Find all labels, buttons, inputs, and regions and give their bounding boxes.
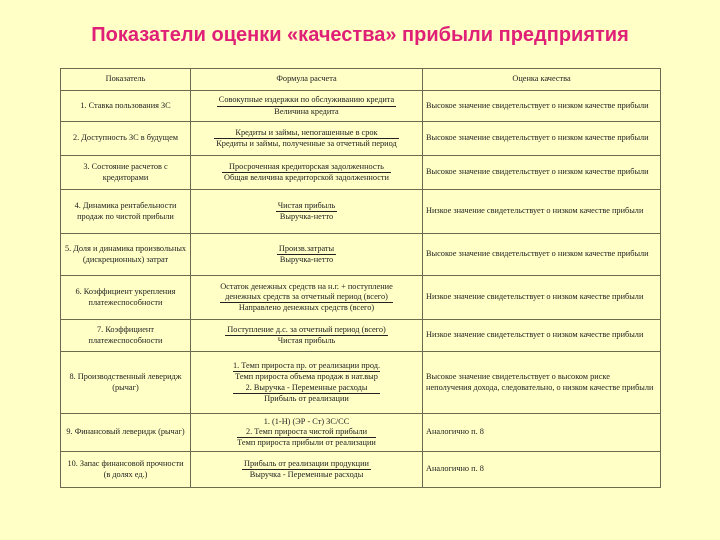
formula-line: Темп прироста объема продаж в нат.выр bbox=[235, 372, 378, 382]
table-row bbox=[61, 414, 661, 452]
formula-cell bbox=[191, 414, 423, 452]
indicator-cell: 1. Ставка пользования ЗС bbox=[61, 91, 191, 122]
formula-numerator: Просроченная кредиторская задолженность bbox=[222, 162, 391, 173]
formula-cell bbox=[191, 234, 423, 276]
formula-fraction bbox=[277, 244, 336, 265]
assessment-cell: Высокое значение свидетельствует о низком качестве прибыли bbox=[423, 91, 661, 122]
assessment-cell: Аналогично п. 8 bbox=[423, 414, 661, 452]
formula-cell bbox=[191, 320, 423, 352]
table-row bbox=[61, 156, 661, 190]
table-row bbox=[61, 452, 661, 488]
indicator-cell: 3. Состояние расчетов с кредиторами bbox=[61, 156, 191, 190]
formula-line: Прибыль от реализации bbox=[264, 393, 349, 403]
formula-fraction bbox=[214, 128, 398, 149]
formula-denominator: Выручка-нетто bbox=[279, 212, 334, 221]
formula-numerator: Поступление д.с. за отчетный период (всего) bbox=[225, 325, 388, 336]
formula-numerator: Кредиты и займы, непогашенные в срок bbox=[214, 128, 398, 139]
formula-cell bbox=[191, 190, 423, 234]
table-body bbox=[61, 91, 661, 488]
formula-denominator: Кредиты и займы, полученные за отчетный период bbox=[216, 139, 397, 148]
formula-fraction bbox=[225, 325, 388, 346]
slide-title: Показатели оценки «качества» прибыли предприятия bbox=[91, 24, 629, 46]
table-row bbox=[61, 320, 661, 352]
formula-numerator: Чистая прибыль bbox=[276, 201, 338, 212]
formula-numerator: Совокупные издержки по обслуживанию кредита bbox=[217, 95, 396, 106]
formula-line: 2. Темп прироста чистой прибыли bbox=[237, 427, 376, 438]
formula-line: 2. Выручка - Переменные расходы bbox=[233, 383, 380, 394]
table-row bbox=[61, 122, 661, 156]
indicator-cell: 8. Производственный леверидж (рычаг) bbox=[61, 352, 191, 414]
formula-cell bbox=[191, 276, 423, 320]
formula-numerator: Прибыль от реализации продукции bbox=[242, 459, 371, 470]
header-indicator: Показатель bbox=[61, 69, 191, 91]
formula-fraction bbox=[242, 459, 371, 480]
indicator-cell: 10. Запас финансовой прочности (в долях ед.) bbox=[61, 452, 191, 488]
formula-denominator: Выручка - Переменные расходы bbox=[249, 470, 364, 479]
formula-numerator: Произв.затраты bbox=[277, 244, 336, 255]
formula-line: денежных средств за отчетный период (всего) bbox=[220, 292, 393, 303]
formula-fraction bbox=[276, 201, 338, 222]
assessment-cell: Аналогично п. 8 bbox=[423, 452, 661, 488]
formula-cell bbox=[191, 452, 423, 488]
formula-line: Остаток денежных средств на н.г. + поступление bbox=[220, 281, 393, 291]
formula-fraction bbox=[222, 162, 391, 183]
formula-lines bbox=[237, 417, 376, 448]
formula-line: 1. Темп прироста пр. от реализации прод. bbox=[233, 361, 380, 372]
assessment-cell: Высокое значение свидетельствует о низком качестве прибыли bbox=[423, 156, 661, 190]
formula-line: Направлено денежных средств (всего) bbox=[238, 303, 375, 313]
header-assessment: Оценка качества bbox=[423, 69, 661, 91]
formula-line: Темп прироста прибыли от реализации bbox=[237, 438, 376, 448]
indicator-cell: 6. Коэффициент укрепления платежеспособности bbox=[61, 276, 191, 320]
formula-lines bbox=[220, 282, 393, 313]
assessment-cell: Низкое значение свидетельствует о низком качестве прибыли bbox=[423, 276, 661, 320]
formula-line: 1. (1-Н) (ЭР - Ст) ЗС/СС bbox=[263, 416, 350, 426]
assessment-cell: Высокое значение свидетельствует о низком качестве прибыли bbox=[423, 234, 661, 276]
formula-cell bbox=[191, 156, 423, 190]
assessment-cell: Низкое значение свидетельствует о низком качестве прибыли bbox=[423, 190, 661, 234]
table-row bbox=[61, 352, 661, 414]
assessment-cell: Низкое значение свидетельствует о низком качестве прибыли bbox=[423, 320, 661, 352]
table-header-row bbox=[61, 69, 661, 91]
indicator-cell: 2. Доступность ЗС в будущем bbox=[61, 122, 191, 156]
assessment-cell: Высокое значение свидетельствует о высоком риске неполучения дохода, следовательно, о низком качестве прибыли bbox=[423, 352, 661, 414]
table-row bbox=[61, 234, 661, 276]
table-row bbox=[61, 190, 661, 234]
table-row bbox=[61, 91, 661, 122]
table-row bbox=[61, 276, 661, 320]
formula-denominator: Общая величина кредиторской задолженности bbox=[224, 173, 389, 182]
formula-denominator: Величина кредита bbox=[274, 106, 339, 116]
formula-denominator: Чистая прибыль bbox=[277, 336, 336, 345]
indicator-cell: 9. Финансовый леверидж (рычаг) bbox=[61, 414, 191, 452]
formula-denominator: Выручка-нетто bbox=[279, 255, 334, 264]
header-formula: Формула расчета bbox=[191, 69, 423, 91]
indicator-cell: 5. Доля и динамика произвольных (дискреционных) затрат bbox=[61, 234, 191, 276]
formula-cell bbox=[191, 122, 423, 156]
indicator-cell: 7. Коэффициент платежеспособности bbox=[61, 320, 191, 352]
formula-cell bbox=[191, 91, 423, 122]
formula-cell bbox=[191, 352, 423, 414]
assessment-cell: Высокое значение свидетельствует о низком качестве прибыли bbox=[423, 122, 661, 156]
formula-fraction bbox=[217, 95, 396, 116]
formula-lines bbox=[233, 361, 380, 403]
indicator-cell: 4. Динамика рентабельности продаж по чистой прибыли bbox=[61, 190, 191, 234]
quality-indicators-table bbox=[60, 68, 661, 488]
